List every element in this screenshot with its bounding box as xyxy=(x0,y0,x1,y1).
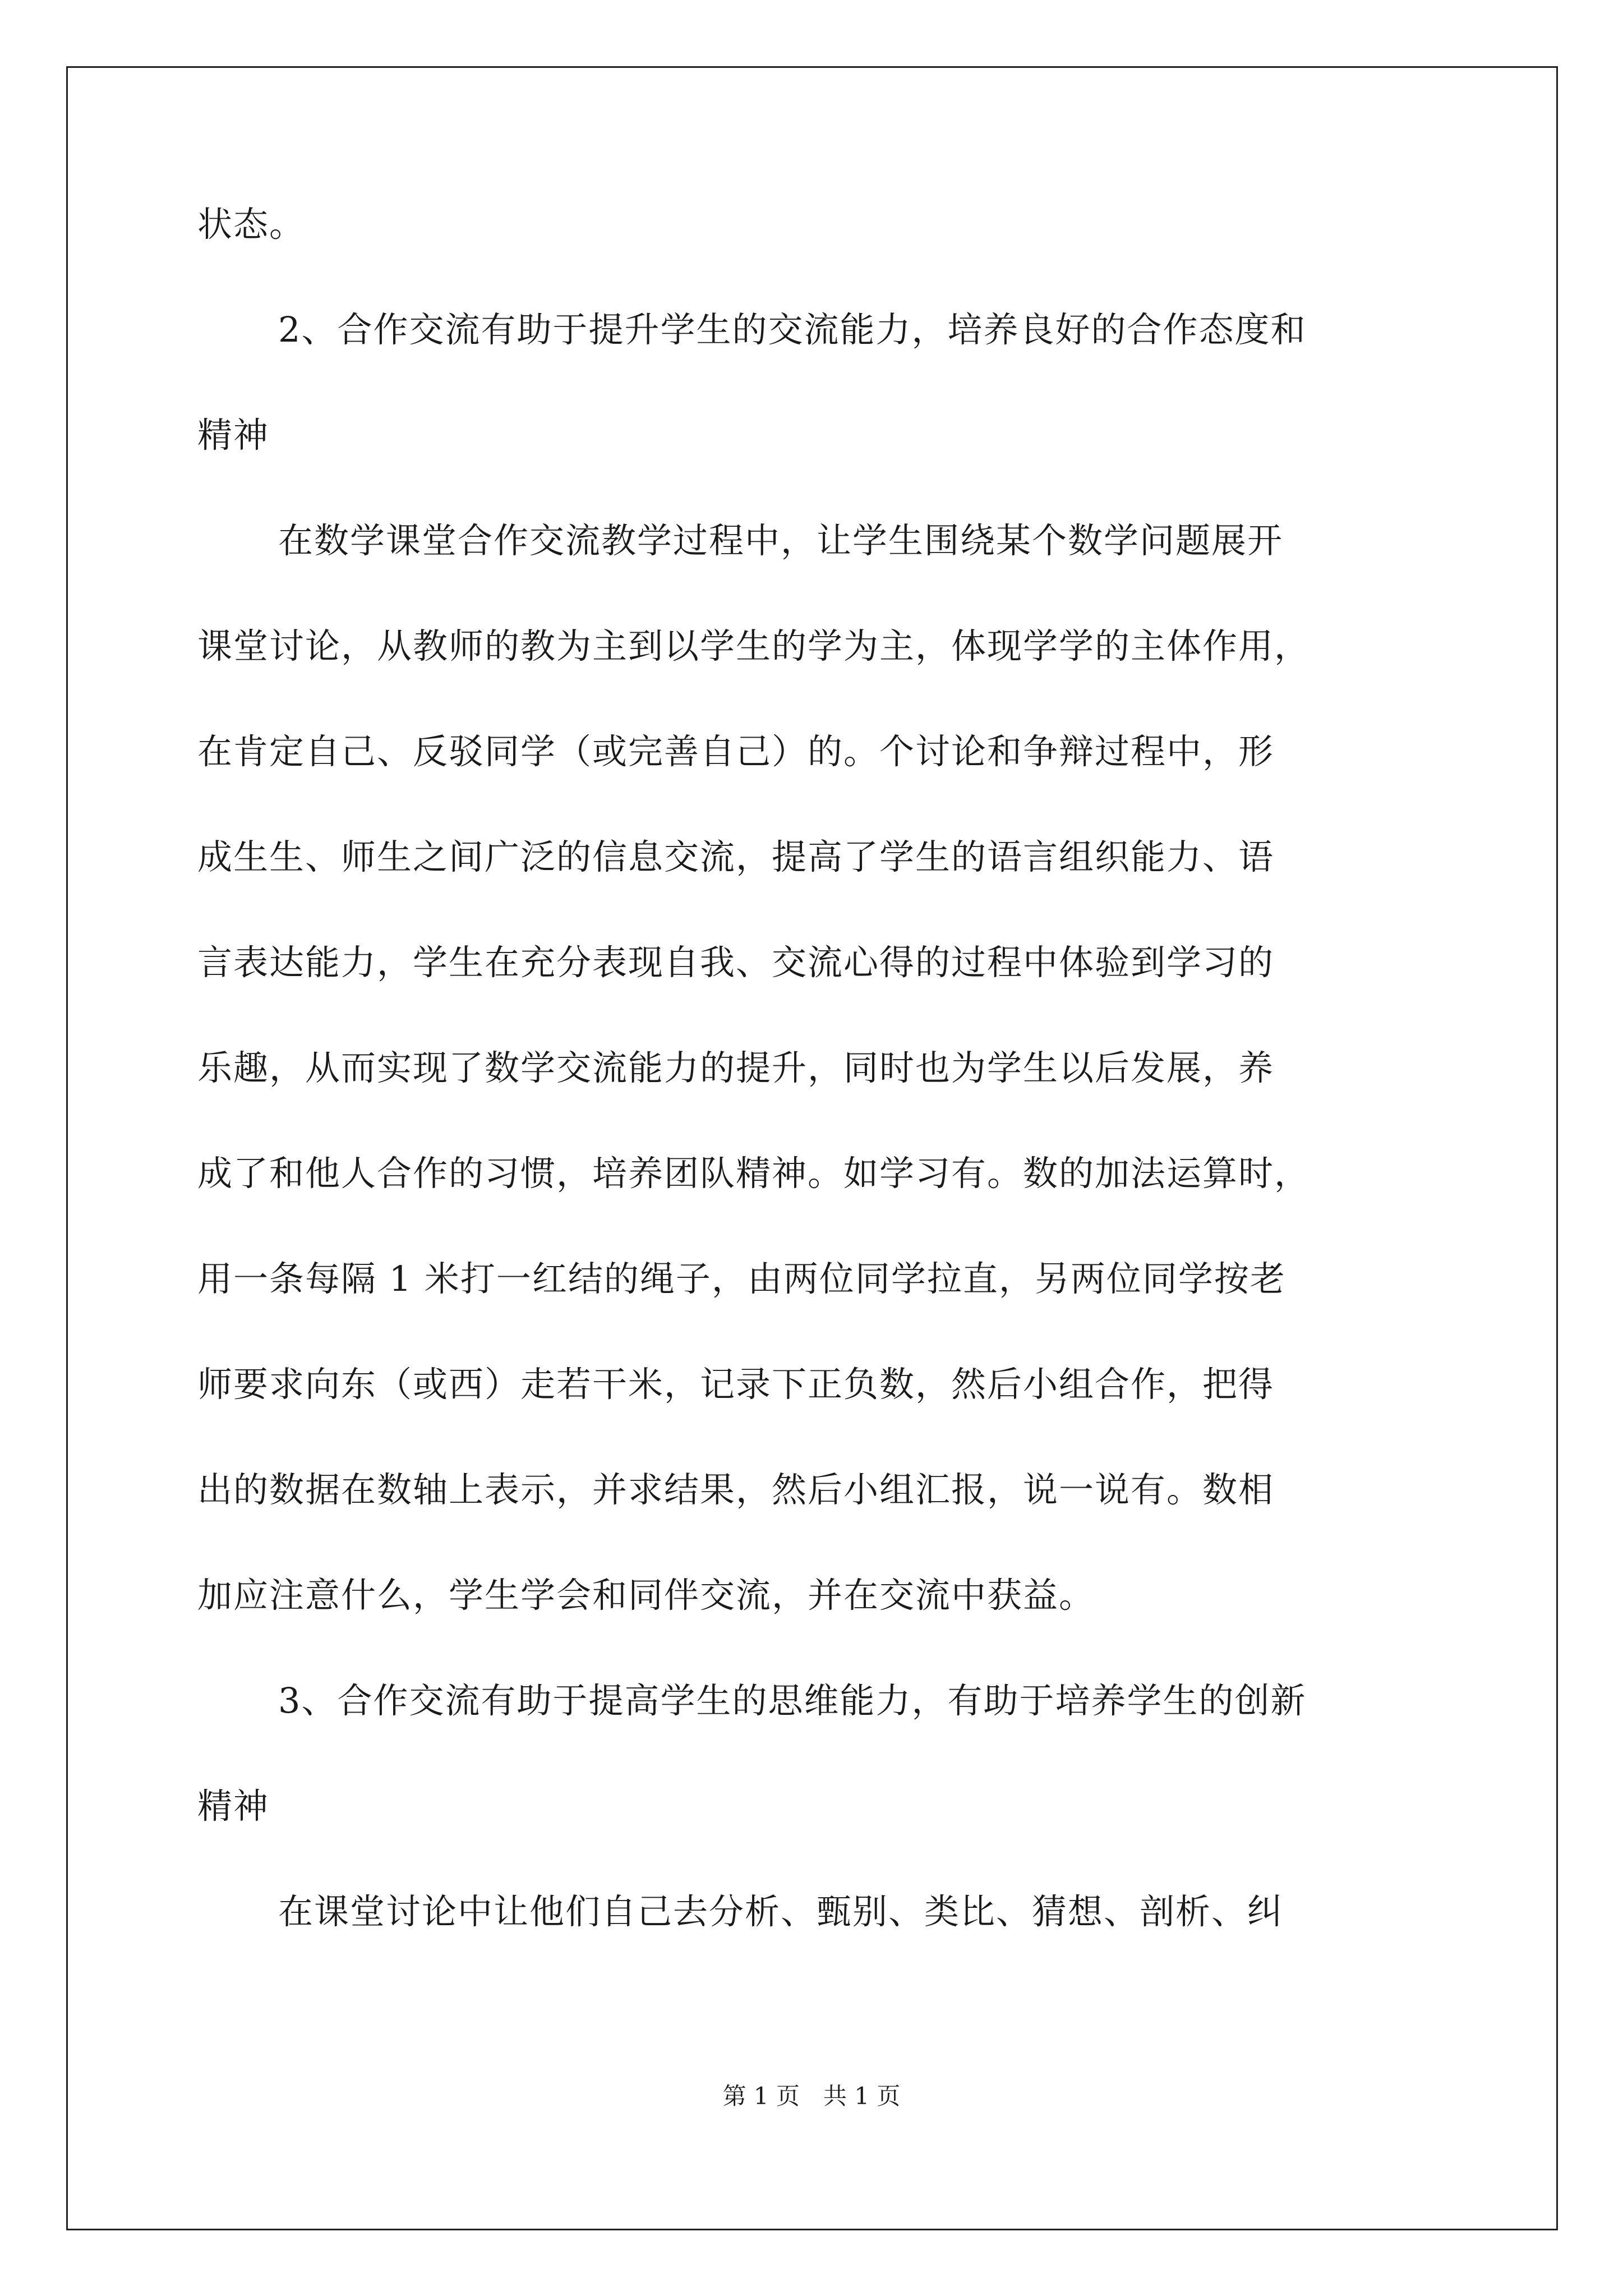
section-heading: 3、合作交流有助于提高学生的思维能力，有助于培养学生的创新 xyxy=(278,1680,1307,1721)
text-line: 成了和他人合作的习惯，培养团队精神。如学习有。数的加法运算时， xyxy=(197,1153,1311,1194)
text-line: 用一条每隔 1 米打一红结的绳子，由两位同学拉直，另两位同学按老 xyxy=(197,1258,1286,1299)
section-heading-cont: 精神 xyxy=(197,415,270,455)
text-line: 言表达能力，学生在充分表现自我、交流心得的过程中体验到学习的 xyxy=(197,942,1275,983)
text-line: 成生生、师生之间广泛的信息交流，提高了学生的语言组织能力、语 xyxy=(197,836,1275,877)
section-heading-cont: 精神 xyxy=(197,1786,270,1826)
text-line: 在数学课堂合作交流教学过程中，让学生围绕某个数学问题展开 xyxy=(278,520,1284,561)
text-line: 课堂讨论，从教师的教为主到以学生的学为主，体现学学的主体作用， xyxy=(197,625,1311,666)
text-line: 加应注意什么，学生学会和同伴交流，并在交流中获益。 xyxy=(197,1575,1095,1616)
text-line: 状态。 xyxy=(197,204,306,245)
text-line: 乐趣，从而实现了数学交流能力的提升，同时也为学生以后发展，养 xyxy=(197,1047,1275,1088)
text-line: 在肯定自己、反驳同学（或完善自己）的。个讨论和争辩过程中，形 xyxy=(197,731,1275,772)
text-line: 出的数据在数轴上表示，并求结果，然后小组汇报，说一说有。数相 xyxy=(197,1469,1275,1510)
text-line: 在课堂讨论中让他们自己去分析、甄别、类比、猜想、剖析、纠 xyxy=(278,1891,1284,1932)
page-footer: 第 1 页 共 1 页 xyxy=(722,2082,901,2110)
section-heading: 2、合作交流有助于提升学生的交流能力，培养良好的合作态度和 xyxy=(278,309,1307,350)
text-line: 师要求向东（或西）走若干米，记录下正负数，然后小组合作，把得 xyxy=(197,1364,1275,1405)
